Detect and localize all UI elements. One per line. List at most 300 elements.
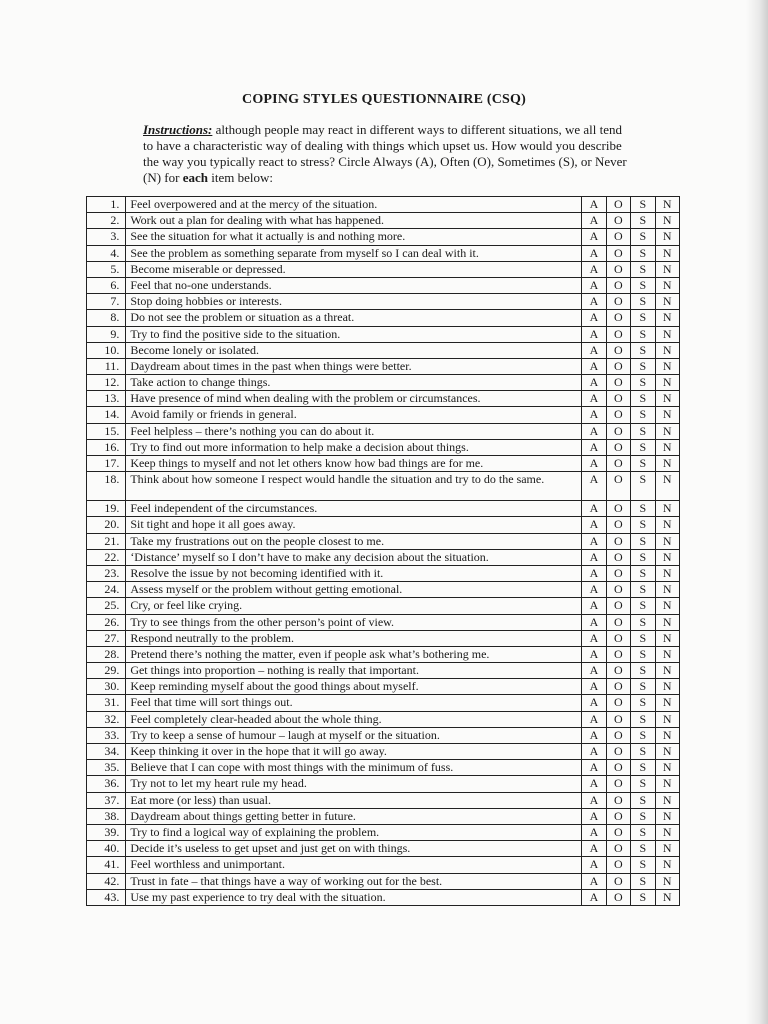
answer-option-n[interactable]: N <box>655 358 679 374</box>
answer-option-a[interactable]: A <box>582 261 606 277</box>
question-number: 16. <box>87 439 126 455</box>
answer-option-a[interactable]: A <box>582 456 606 472</box>
answer-option-s[interactable]: S <box>631 808 655 824</box>
answer-option-s[interactable]: S <box>631 582 655 598</box>
answer-option-a[interactable]: A <box>582 695 606 711</box>
answer-option-a[interactable]: A <box>582 197 606 213</box>
answer-option-a[interactable]: A <box>582 711 606 727</box>
question-text: Eat more (or less) than usual. <box>126 792 582 808</box>
question-number: 14. <box>87 407 126 423</box>
answer-option-a[interactable]: A <box>582 533 606 549</box>
question-text: Try to find the positive side to the situation. <box>126 326 582 342</box>
answer-option-n[interactable]: N <box>655 841 679 857</box>
answer-option-o[interactable]: O <box>606 342 630 358</box>
question-text: Stop doing hobbies or interests. <box>126 294 582 310</box>
answer-option-s[interactable]: S <box>631 873 655 889</box>
answer-option-o[interactable]: O <box>606 582 630 598</box>
question-number: 37. <box>87 792 126 808</box>
question-row <box>87 695 680 711</box>
question-row <box>87 776 680 792</box>
question-text: Do not see the problem or situation as a threat. <box>126 310 582 326</box>
answer-option-n[interactable]: N <box>655 245 679 261</box>
answer-option-n[interactable]: N <box>655 197 679 213</box>
question-row <box>87 760 680 776</box>
answer-option-o[interactable]: O <box>606 727 630 743</box>
question-number: 12. <box>87 375 126 391</box>
answer-option-s[interactable]: S <box>631 407 655 423</box>
question-text: Feel that no-one understands. <box>126 277 582 293</box>
answer-option-a[interactable]: A <box>582 727 606 743</box>
question-text: Use my past experience to try deal with the situation. <box>126 889 582 905</box>
answer-option-o[interactable]: O <box>606 792 630 808</box>
answer-option-n[interactable]: N <box>655 695 679 711</box>
answer-option-s[interactable]: S <box>631 358 655 374</box>
answer-option-s[interactable]: S <box>631 326 655 342</box>
answer-option-s[interactable]: S <box>631 261 655 277</box>
answer-option-n[interactable]: N <box>655 744 679 760</box>
answer-option-n[interactable]: N <box>655 792 679 808</box>
question-row <box>87 342 680 358</box>
answer-option-a[interactable]: A <box>582 439 606 455</box>
question-text: Daydream about things getting better in future. <box>126 808 582 824</box>
answer-option-o[interactable]: O <box>606 229 630 245</box>
question-number: 3. <box>87 229 126 245</box>
question-number: 23. <box>87 565 126 581</box>
answer-option-n[interactable]: N <box>655 261 679 277</box>
answer-option-s[interactable]: S <box>631 646 655 662</box>
answer-option-o[interactable]: O <box>606 841 630 857</box>
question-text: Respond neutrally to the problem. <box>126 630 582 646</box>
answer-option-n[interactable]: N <box>655 630 679 646</box>
answer-option-s[interactable]: S <box>631 889 655 905</box>
question-text: Avoid family or friends in general. <box>126 407 582 423</box>
question-number: 36. <box>87 776 126 792</box>
answer-option-n[interactable]: N <box>655 277 679 293</box>
answer-option-o[interactable]: O <box>606 245 630 261</box>
question-number: 24. <box>87 582 126 598</box>
answer-option-a[interactable]: A <box>582 310 606 326</box>
page-title: COPING STYLES QUESTIONNAIRE (CSQ) <box>242 92 526 107</box>
question-number: 20. <box>87 517 126 533</box>
answer-option-o[interactable]: O <box>606 824 630 840</box>
question-text: Feel independent of the circumstances. <box>126 501 582 517</box>
answer-option-o[interactable]: O <box>606 598 630 614</box>
answer-option-a[interactable]: A <box>582 407 606 423</box>
question-number: 5. <box>87 261 126 277</box>
answer-option-a[interactable]: A <box>582 760 606 776</box>
question-number: 40. <box>87 841 126 857</box>
question-text: Keep reminding myself about the good things about myself. <box>126 679 582 695</box>
answer-option-a[interactable]: A <box>582 841 606 857</box>
answer-option-n[interactable]: N <box>655 501 679 517</box>
answer-option-o[interactable]: O <box>606 679 630 695</box>
answer-option-o[interactable]: O <box>606 533 630 549</box>
question-text: Try to find out more information to help make a decision about things. <box>126 439 582 455</box>
question-text: Try to find a logical way of explaining the problem. <box>126 824 582 840</box>
answer-option-a[interactable]: A <box>582 776 606 792</box>
answer-option-a[interactable]: A <box>582 342 606 358</box>
answer-option-o[interactable]: O <box>606 197 630 213</box>
answer-option-s[interactable]: S <box>631 472 655 501</box>
answer-option-o[interactable]: O <box>606 326 630 342</box>
answer-option-a[interactable]: A <box>582 889 606 905</box>
answer-option-n[interactable]: N <box>655 663 679 679</box>
answer-option-o[interactable]: O <box>606 614 630 630</box>
answer-option-o[interactable]: O <box>606 472 630 501</box>
question-row <box>87 517 680 533</box>
answer-option-n[interactable]: N <box>655 294 679 310</box>
answer-option-n[interactable]: N <box>655 375 679 391</box>
answer-option-s[interactable]: S <box>631 517 655 533</box>
question-row <box>87 744 680 760</box>
answer-option-n[interactable]: N <box>655 598 679 614</box>
answer-option-a[interactable]: A <box>582 517 606 533</box>
answer-option-o[interactable]: O <box>606 744 630 760</box>
answer-option-a[interactable]: A <box>582 598 606 614</box>
answer-option-o[interactable]: O <box>606 695 630 711</box>
answer-option-s[interactable]: S <box>631 614 655 630</box>
question-row <box>87 261 680 277</box>
answer-option-n[interactable]: N <box>655 565 679 581</box>
answer-option-n[interactable]: N <box>655 213 679 229</box>
answer-option-s[interactable]: S <box>631 776 655 792</box>
question-number: 42. <box>87 873 126 889</box>
answer-option-s[interactable]: S <box>631 841 655 857</box>
question-number: 38. <box>87 808 126 824</box>
question-number: 21. <box>87 533 126 549</box>
answer-option-o[interactable]: O <box>606 630 630 646</box>
question-text: Daydream about times in the past when things were better. <box>126 358 582 374</box>
question-number: 8. <box>87 310 126 326</box>
question-row <box>87 245 680 261</box>
answer-option-o[interactable]: O <box>606 549 630 565</box>
answer-option-o[interactable]: O <box>606 358 630 374</box>
answer-option-s[interactable]: S <box>631 342 655 358</box>
answer-option-a[interactable]: A <box>582 792 606 808</box>
answer-option-a[interactable]: A <box>582 277 606 293</box>
question-number: 34. <box>87 744 126 760</box>
question-text: Become lonely or isolated. <box>126 342 582 358</box>
question-number: 27. <box>87 630 126 646</box>
question-text: Try not to let my heart rule my head. <box>126 776 582 792</box>
question-text: Pretend there’s nothing the matter, even if people ask what’s bothering me. <box>126 646 582 662</box>
answer-option-o[interactable]: O <box>606 711 630 727</box>
question-number: 18. <box>87 472 126 501</box>
answer-option-s[interactable]: S <box>631 229 655 245</box>
answer-option-n[interactable]: N <box>655 517 679 533</box>
answer-option-a[interactable]: A <box>582 213 606 229</box>
question-row <box>87 598 680 614</box>
answer-option-a[interactable]: A <box>582 744 606 760</box>
question-number: 13. <box>87 391 126 407</box>
answer-option-s[interactable]: S <box>631 727 655 743</box>
answer-option-n[interactable]: N <box>655 679 679 695</box>
answer-option-o[interactable]: O <box>606 857 630 873</box>
answer-option-n[interactable]: N <box>655 407 679 423</box>
question-text: Cry, or feel like crying. <box>126 598 582 614</box>
question-row <box>87 229 680 245</box>
question-text: Become miserable or depressed. <box>126 261 582 277</box>
answer-option-s[interactable]: S <box>631 213 655 229</box>
question-number: 35. <box>87 760 126 776</box>
answer-option-a[interactable]: A <box>582 873 606 889</box>
answer-option-o[interactable]: O <box>606 517 630 533</box>
instructions-paragraph <box>143 122 633 186</box>
answer-option-a[interactable]: A <box>582 294 606 310</box>
answer-option-n[interactable]: N <box>655 824 679 840</box>
question-text: Feel overpowered and at the mercy of the situation. <box>126 197 582 213</box>
question-row <box>87 326 680 342</box>
answer-option-s[interactable]: S <box>631 857 655 873</box>
instructions-label: Instructions: <box>143 122 213 137</box>
answer-option-o[interactable]: O <box>606 501 630 517</box>
question-row <box>87 456 680 472</box>
question-row <box>87 501 680 517</box>
answer-option-s[interactable]: S <box>631 630 655 646</box>
question-text: Try to see things from the other person’s point of view. <box>126 614 582 630</box>
answer-option-s[interactable]: S <box>631 245 655 261</box>
answer-option-o[interactable]: O <box>606 375 630 391</box>
answer-option-a[interactable]: A <box>582 582 606 598</box>
answer-option-o[interactable]: O <box>606 277 630 293</box>
question-number: 29. <box>87 663 126 679</box>
answer-option-n[interactable]: N <box>655 646 679 662</box>
answer-option-a[interactable]: A <box>582 501 606 517</box>
answer-option-a[interactable]: A <box>582 326 606 342</box>
question-number: 7. <box>87 294 126 310</box>
answer-option-a[interactable]: A <box>582 549 606 565</box>
question-text: Feel completely clear-headed about the whole thing. <box>126 711 582 727</box>
question-text: Take my frustrations out on the people closest to me. <box>126 533 582 549</box>
answer-option-o[interactable]: O <box>606 776 630 792</box>
question-text: Resolve the issue by not becoming identified with it. <box>126 565 582 581</box>
question-row <box>87 549 680 565</box>
question-number: 19. <box>87 501 126 517</box>
answer-option-n[interactable]: N <box>655 727 679 743</box>
question-text: Think about how someone I respect would handle the situation and try to do the same. <box>126 472 582 501</box>
question-row <box>87 857 680 873</box>
instructions-text: although people may react in different ways to different situations, we all tend to have a characteristic way of dealing with things which upset us. How would you describe the way you typically react to stress? Circle Always (A), Often (O), Sometimes (S), or Never (N) for <box>143 122 627 185</box>
answer-option-o[interactable]: O <box>606 294 630 310</box>
question-number: 2. <box>87 213 126 229</box>
question-row <box>87 873 680 889</box>
answer-option-n[interactable]: N <box>655 711 679 727</box>
answer-option-n[interactable]: N <box>655 857 679 873</box>
question-number: 43. <box>87 889 126 905</box>
question-number: 1. <box>87 197 126 213</box>
answer-option-n[interactable]: N <box>655 456 679 472</box>
answer-option-s[interactable]: S <box>631 391 655 407</box>
answer-option-s[interactable]: S <box>631 744 655 760</box>
answer-option-a[interactable]: A <box>582 423 606 439</box>
question-number: 17. <box>87 456 126 472</box>
answer-option-n[interactable]: N <box>655 439 679 455</box>
answer-option-o[interactable]: O <box>606 391 630 407</box>
question-number: 6. <box>87 277 126 293</box>
question-row <box>87 711 680 727</box>
answer-option-n[interactable]: N <box>655 549 679 565</box>
question-text: See the problem as something separate from myself so I can deal with it. <box>126 245 582 261</box>
answer-option-o[interactable]: O <box>606 808 630 824</box>
answer-option-a[interactable]: A <box>582 679 606 695</box>
answer-option-a[interactable]: A <box>582 245 606 261</box>
question-row <box>87 277 680 293</box>
question-row <box>87 294 680 310</box>
question-number: 30. <box>87 679 126 695</box>
answer-option-o[interactable]: O <box>606 439 630 455</box>
answer-option-s[interactable]: S <box>631 598 655 614</box>
question-number: 22. <box>87 549 126 565</box>
question-row <box>87 841 680 857</box>
question-number: 41. <box>87 857 126 873</box>
answer-option-s[interactable]: S <box>631 663 655 679</box>
answer-option-s[interactable]: S <box>631 197 655 213</box>
answer-option-s[interactable]: S <box>631 695 655 711</box>
answer-option-a[interactable]: A <box>582 358 606 374</box>
answer-option-a[interactable]: A <box>582 565 606 581</box>
question-row <box>87 727 680 743</box>
answer-option-n[interactable]: N <box>655 776 679 792</box>
answer-option-a[interactable]: A <box>582 663 606 679</box>
answer-option-a[interactable]: A <box>582 646 606 662</box>
answer-option-s[interactable]: S <box>631 533 655 549</box>
answer-option-s[interactable]: S <box>631 277 655 293</box>
question-text: Assess myself or the problem without getting emotional. <box>126 582 582 598</box>
answer-option-a[interactable]: A <box>582 808 606 824</box>
question-row <box>87 679 680 695</box>
question-number: 10. <box>87 342 126 358</box>
question-row <box>87 792 680 808</box>
answer-option-o[interactable]: O <box>606 261 630 277</box>
question-number: 26. <box>87 614 126 630</box>
answer-option-s[interactable]: S <box>631 565 655 581</box>
question-row <box>87 630 680 646</box>
answer-option-n[interactable]: N <box>655 808 679 824</box>
answer-option-s[interactable]: S <box>631 423 655 439</box>
question-number: 11. <box>87 358 126 374</box>
answer-option-n[interactable]: N <box>655 342 679 358</box>
answer-option-o[interactable]: O <box>606 407 630 423</box>
answer-option-n[interactable]: N <box>655 582 679 598</box>
question-row <box>87 391 680 407</box>
question-text: Have presence of mind when dealing with the problem or circumstances. <box>126 391 582 407</box>
answer-option-o[interactable]: O <box>606 889 630 905</box>
answer-option-s[interactable]: S <box>631 679 655 695</box>
answer-option-s[interactable]: S <box>631 760 655 776</box>
answer-option-o[interactable]: O <box>606 310 630 326</box>
question-row <box>87 646 680 662</box>
answer-option-o[interactable]: O <box>606 873 630 889</box>
question-row <box>87 824 680 840</box>
scan-edge-shadow <box>746 0 768 1024</box>
answer-option-n[interactable]: N <box>655 229 679 245</box>
answer-option-n[interactable]: N <box>655 760 679 776</box>
question-row <box>87 663 680 679</box>
answer-option-s[interactable]: S <box>631 456 655 472</box>
answer-option-a[interactable]: A <box>582 375 606 391</box>
answer-option-s[interactable]: S <box>631 711 655 727</box>
question-text: Trust in fate – that things have a way of working out for the best. <box>126 873 582 889</box>
answer-option-a[interactable]: A <box>582 824 606 840</box>
answer-option-s[interactable]: S <box>631 501 655 517</box>
question-number: 4. <box>87 245 126 261</box>
question-number: 28. <box>87 646 126 662</box>
question-text: ‘Distance’ myself so I don’t have to make any decision about the situation. <box>126 549 582 565</box>
answer-option-n[interactable]: N <box>655 614 679 630</box>
answer-option-s[interactable]: S <box>631 375 655 391</box>
question-text: Sit tight and hope it all goes away. <box>126 517 582 533</box>
answer-option-n[interactable]: N <box>655 472 679 501</box>
question-number: 9. <box>87 326 126 342</box>
answer-option-n[interactable]: N <box>655 326 679 342</box>
instructions-emphasis: each <box>182 170 208 185</box>
question-text: Get things into proportion – nothing is really that important. <box>126 663 582 679</box>
answer-option-a[interactable]: A <box>582 857 606 873</box>
answer-option-a[interactable]: A <box>582 472 606 501</box>
questionnaire-table <box>86 196 680 906</box>
question-number: 31. <box>87 695 126 711</box>
question-text: Work out a plan for dealing with what has happened. <box>126 213 582 229</box>
question-row <box>87 197 680 213</box>
answer-option-s[interactable]: S <box>631 294 655 310</box>
answer-option-s[interactable]: S <box>631 792 655 808</box>
question-text: Decide it’s useless to get upset and just get on with things. <box>126 841 582 857</box>
question-number: 33. <box>87 727 126 743</box>
question-row <box>87 407 680 423</box>
question-text: Keep thinking it over in the hope that it will go away. <box>126 744 582 760</box>
question-text: Take action to change things. <box>126 375 582 391</box>
answer-option-a[interactable]: A <box>582 229 606 245</box>
question-row <box>87 439 680 455</box>
answer-option-n[interactable]: N <box>655 310 679 326</box>
question-row <box>87 310 680 326</box>
question-number: 32. <box>87 711 126 727</box>
question-text: Keep things to myself and not let others know how bad things are for me. <box>126 456 582 472</box>
question-row <box>87 582 680 598</box>
answer-option-o[interactable]: O <box>606 760 630 776</box>
answer-option-n[interactable]: N <box>655 873 679 889</box>
question-text: Feel that time will sort things out. <box>126 695 582 711</box>
answer-option-o[interactable]: O <box>606 456 630 472</box>
question-number: 39. <box>87 824 126 840</box>
answer-option-n[interactable]: N <box>655 391 679 407</box>
question-row <box>87 565 680 581</box>
answer-option-o[interactable]: O <box>606 663 630 679</box>
answer-option-s[interactable]: S <box>631 439 655 455</box>
answer-option-n[interactable]: N <box>655 889 679 905</box>
question-row <box>87 213 680 229</box>
answer-option-o[interactable]: O <box>606 565 630 581</box>
question-number: 15. <box>87 423 126 439</box>
answer-option-n[interactable]: N <box>655 423 679 439</box>
answer-option-o[interactable]: O <box>606 423 630 439</box>
answer-option-n[interactable]: N <box>655 533 679 549</box>
answer-option-a[interactable]: A <box>582 630 606 646</box>
answer-option-o[interactable]: O <box>606 646 630 662</box>
question-text: Feel worthless and unimportant. <box>126 857 582 873</box>
question-row <box>87 533 680 549</box>
question-text: Try to keep a sense of humour – laugh at myself or the situation. <box>126 727 582 743</box>
answer-option-a[interactable]: A <box>582 614 606 630</box>
answer-option-o[interactable]: O <box>606 213 630 229</box>
question-number: 25. <box>87 598 126 614</box>
question-text: See the situation for what it actually is and nothing more. <box>126 229 582 245</box>
answer-option-s[interactable]: S <box>631 549 655 565</box>
answer-option-s[interactable]: S <box>631 310 655 326</box>
question-row <box>87 358 680 374</box>
answer-option-a[interactable]: A <box>582 391 606 407</box>
answer-option-s[interactable]: S <box>631 824 655 840</box>
